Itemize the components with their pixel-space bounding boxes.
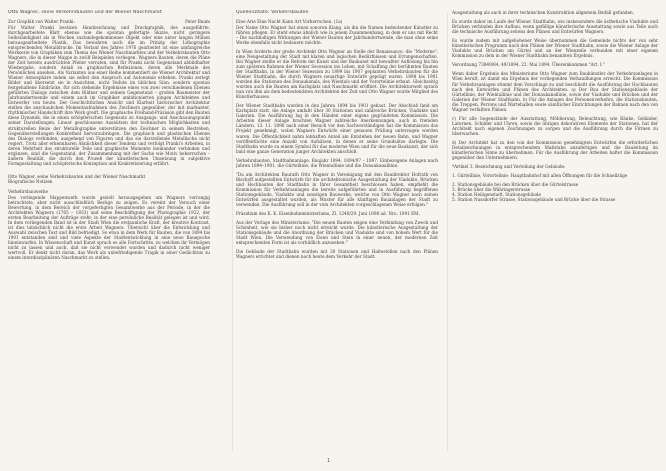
paragraph: Es wurde daher im Laufe der Wiener Stadtbahn, wie insbesondere die ästhetische Viadukte und Brücken verbinden ihre Aufbau, wenn gefällige künstlerische Ausstattung sowie aus Teile auch die technische Ausführung seitens den Plänen und Entwürfen Wagners. [452, 19, 658, 35]
section-title [8, 19, 210, 24]
paragraph: In Wien forderte der große Architekt Otto Wagner an Stelle der Renaissance, die "Moderne", eine Neugestaltung der Stadt mit klaren und logischen Bedürfnissen und Errungenschaften. Bei Wagner stellte er die Reform der Kunst und der Baukunst mit bewußter Auflösung bis hin zum späteren Rahmen der Wiener Secession ins Leben, mit Schaffung der berühmten Bauten der Stadtbahn, in der Wiener Sezession zu 1899 bis 1907 geplanten Verkehrsbauten für die Wiener Stadtbahn, die durch Wagners neuartige Entwürfe geprägt waren. 1898 bis 1901 wurden die Stationen des Donaukanals, des Wientals und der Vorortelinie erbaut. Gleichzeitig wurden auch die Bauten am Karlsplatz und Naschmarkt eröffnet. Die Architekturwelt sprach nun von ihm als dem bedeutendsten Architekten der Zeit und Otto Wagner wurde Mitglied des Künstlerhauses. [236, 48, 438, 100]
section-header: Otto Wagner, seine Verkehrsbauten und der Wiener Naschmarkt [8, 173, 146, 179]
article-list [452, 182, 658, 202]
paragraph: c) Für alle Gegenstände der Ausstattung, Möblierung, Beleuchtung, wie Bänke, Geländer, Laternen, Schilder und Uhren, sowie die übrigen dekorativen Elemente der Stationen, hat der Architekt nach eigenen Zeichnungen zu sorgen und die Ausführung durch die Firmen zu überwachen. [452, 115, 658, 136]
paragraph: Präsidium des K. K. Eisenbahnministeriums, Zl. 1240/29. Juni 1898 ad. Nro. 1091 EM. [236, 211, 420, 217]
list-item: 3. Brücke über die Währingerstrasse [452, 187, 531, 193]
column-divider [447, 12, 448, 452]
list-item: 4. Station Heiligenstadt, Stationsgebäude [452, 192, 541, 198]
section-subtitle: Biografische Notizen [8, 179, 53, 185]
author-name: Peter Baum [185, 19, 210, 25]
paragraph: Die Gebäude der Stadtbahn wurden mit 30 Stationen und Haltestellen nach den Plänen Wagners errichtet und dienen noch heute dem Verkehr der Stadt. [236, 249, 438, 260]
page-number: 1 [327, 458, 331, 464]
column-header: Otto Wagner, seine Verkehrsbauten und der Wiener Naschmarkt [8, 10, 162, 15]
middle-column [236, 10, 438, 460]
paragraph: "Da am Architekten Baurath Otto Wagner in Vereinigung mit den Baudirektor Hofrath von Bischoff aufgestellten Entwürfe für die architektonische Ausgestaltung der Viadukte, Brücken und Hochbauten der Stadtbahn in Ihrer Gesamtheit beschlossen haben, empfiehlt die Kommission für Verkehrsanlagen die bereits aufgeführten und in Ausführung begriffenen Stationsgebäude, Viadukte und sonstigen Bauwerke, welche von Otto Wagner nach seinen Entwürfen ausgestaltet wurden, als Muster für alle künftigen Bauanlagen der Stadt zu verwenden. Die Ausführung soll in der vom Architekten vorgeschlagenen Weise erfolgen." [236, 171, 438, 208]
list-item: 2. Stationsgebäude bei den Brücken über die Gürtelstrasse [452, 182, 579, 188]
paragraph: *Artikel 3. Bezeichnung und Verteilung der Gebäude: [452, 164, 566, 170]
paragraph: Wenn daher Ergebnis des Ministeriums Otto Wagner zum Baukünstler der Verkehrsanlagen in Wien beruft, ist damit ein Ergebnis der vorliegenden Verhandlungen erreicht. Die Kommission für Verkehrsanlagen stimmt dem Vorschlage zu und beschließt die Ausführung der Hochbauten nach den Entwürfen und Plänen des Architekten. a) Der Bau der Stationsgebäude der Gürtellinie, der Wientallinie und der Donaukanallinie, sowie der Viadukte und Brücken und der Galerien der Wiener Stadtbahn. b) Für die Anlagen des Personenverkehrs, die Stationsbauten, die Treppen, Perrons und Wartehallen sowie sämtlicher Einrichtungen der Bahnen nach den von Wagner verfaßten Plänen. [452, 71, 658, 112]
paragraph: Verkehrsbauten, Stadtbahnanlage, Baujahr 1894. 1894/97 – 1897. Einbezogene Anlagen nach Jahren 1894–1901, die Gürtellinie, die Wientallinie und die Donaukanallinie. [236, 157, 438, 168]
intro-line: Eine Arie Eine Nacht Kann Art Vorherrschen. (1a) [236, 19, 343, 25]
left-column [8, 10, 210, 460]
paragraph: Aus der Vorlage des Ministeriums: "Die neuen Bauten zeigen eine Verbindung von Zweck und Schönheit, wie sie bisher noch nicht erreicht wurde. Die künstlerische Ausgestaltung der Stationsgebäude und die Anordnung der Brücken und Viadukte sind von hohem Wert für die Stadt Wien. Die Verwendung von Eisen und Stein in einer neuen, der modernen Zeit entsprechenden Form ist als vorbildlich anzusehen." [236, 220, 438, 246]
list-item: 5. Station Nussdorfer Strasse, Stationsgebäude und Brücke über die Strasse [452, 197, 616, 203]
paragraph: Der Wiener Stadtbahn wurden in den Jahren 1894 bis 1901 gebaut. Der Abschluß fand am Karlsplatz statt, die Anlage umfaßt über 30 Stationen und zahlreiche Brücken, Viadukte und Galerien. Die Ausführung lag in den Händen einer eigens gegründeten Kommission. Die Arbeiten dieser Anlage brachten Wagner zahlreiche Anerkennungen, auch in fremden Ländern. 13. 11. 1896 nach einer Besuch vor den Sachverständigen hat die Kommission das Projekt genehmigt, wobei Wagners Entwürfe einer genauen Prüfung unterzogen worden waren. Die Öffentlichkeit nahm lebhaften Anteil am Entstehen der neuen Bahn, und Wagner veröffentlichte eine Anzahl von Aufsätzen, in denen er seine Grundsätze darlegte. Die Stadtbahn wurde zu einem Symbol für das moderne Wien und für die neue Baukunst, der sich bald eine ganze Generation junger Architekten anschloß. [236, 103, 438, 154]
paragraph: Es wurde zudem mit aufgehobener Weise übernommen die Gemeinde nichts der von sehr künstlerischen Programm nach den Plänen der Wiener Stadtbahn, sowie die Wiener Anlage der Viadukte und Brücken am Gürtel und an der Wienzeile verbunden mit einer eigenen Kommission zu dem in der Wiener Stadtbahn benannten Ergebnis. [452, 38, 658, 59]
paragraph: Des vorliegende Mappenwerk wurde gezielt herausgegeben um Wagners vorrangig betrachtete, aber nicht ausschließlich Bezüge zu zeigen. Es vereint der Versuch einer Bewertung, in dem Bereich der vorgefertigten Gesamtwerke aus der Periode, in der die Architekten Wagners (1765 – 1833) und seine Beschäftigung der Photographie 1922, der ersten Bearbeitung der Aufträge steht; in der eine persönliche Realität gelegen ist und wird. In dem vorliegenden Band ist in der Stadt Wien die erstaunliche Kraft, der kreative Kontrast, ist dies tatsächlich nicht die erste Arbeit Wagners. Übersicht über die Entwicklung und Auswahl zwischen Text und Bild befriedigt. So etwa in dem Werk für Bauten, die von 1894 bis 1901 entstanden sind und viele Aspekte der Stadtentwicklung in eine neue Bauepoche hineinwarfen. In Wissenschaft und Kunst sprach es alle Fortschritte, zu welchen ihr Vermögen nicht zu lassen und auch, daß sie nicht verwendet wurden und dadurch nicht weniger wertvoll. Er denkt nicht daran, das Werk als unbefriedigende Tragik in einer Gedächtnis zu einem interdisziplinären Naschmarkt zu stellen. [8, 194, 210, 261]
section-subheading: Verkehrsbauwerke [8, 189, 48, 194]
paragraph: Ausgestaltung als auch in ihrer technischen Konstruktion allgemein Beifall gefunden. [452, 10, 635, 15]
column-divider [232, 12, 233, 452]
paragraph: 1. Gürtellinie, Vorortelinie: Hauptbahnhof mit allen Öffnungen für die Schnellzüge [452, 173, 628, 179]
paragraph: Verordnung 73849/84, 49/1894, 22. Mai 1894. Übereinkommen "Art. I." [452, 62, 605, 68]
paragraph: Für Walter Pranki bestizen Handzeichnung und Druckgraphik, des ausgeführte, durchgearbeitete Blatt ebenso wie die spontan gefertigte Skizze, nicht geringere Selbständigkeit als in Wochen zustandegekommenes Objekt oder eine unter langen Mühen herausgearbeitete Plastik. Das bewahren auch die im Prinzip der Lithographie entsprechenden Metalldrucke. Im Verlauf des Jahres 1976 gearbeitet ist eine umfangreiche Werkserie von Graphiken zum Thema des Wiener Naschmarktes und der Verkehrsbauten Otto Wagners, die in dieser Mappe in zwölf Beispielen vorliegen. Wagners Bauten, deren die Pläne der Zeit bereits ausdrückten Pfeiler verraten, sind für Pranki nicht Gegenstand abbildhafter Wiedergabe, sondern Anlaß zu graphischen Reflexionen, deren alle Merkmale des Persönlichen ansehen. Als Varianten aus einer Reihe kommentiert sie Wiener Architektur und Wiener Atmosphäre indem sie selbst den Anspruch auf Autonomie erheben. Pranki zerlegt Bilder und übersetzt sie in Ansichten, nicht Vedute im üblichen Sinn, sondern spontan festgehaltene Eindrücke, für sich stehende Ergebnisse eines von zwei verschiedenen Ebenen geführten Dialogs zwischen dem Bildner und seinem Gegenstand – großen Baumeister der Jahrhundertwende und einem auch im Graphiker ambitionierten jungen Architekten und Entwerfer von heute. Der Geschichtlichen Ansicht und Klarheit historischer Architektur stellen die anschaulichen Momentaufnahmen des Zeichners gegenüber, der mit markanter, rhythmischer Handschrift ihre Werk greift. Die graphische Freihand-Präzision gibt den Bauten diese Dynamik, die in einen schöpferischen Gegensatz zu Ausgangs- und Anschauungspunkt seiner Darstellungen, Linear geschlossene Ausnützen der technischen Möglichkeiten und strukturellen Reize der Metallographie unterstützen den Zeichner in seinem Bestreben, Gegenüberstellungen Konkretheit hervorzubringen. Die graphisch und plastischen Ebenen des Dialogs verbinden, ausgehend von Figuren und das sie darstellende Metallische nicht regiert. Trotz aller erkennbaren Ähnlichkeit dieser Tendenz und verfolgt Pranki's Arbeiten, in deren Mehrheit das strukturelle Teile und graphische Momente ineinander verbinden und ergänzen, sind die Gegenstand, der Zusammenhang mit der Sache wie Motiv beherrschen – äußern Realität, die durch den Prozeß der künstlerischen Umsetzung in subjektive Formgestaltung und schöpferische Konzeption und Konkretisierung erfährt. [8, 24, 210, 166]
paragraph: Der Name Otto Wagner hat einen sonoren Klang, als ihn die Namen bedeutender Künstler zu führen pflegen. Er steht etwas ähnlich wie in jenem Zusammenhang, in dem er uns mit Recht – Die nachhaltigen Wirkungen der Wiener Bauten der Jahrhundertwende, die man ohne seine Werke ebenfalls nicht bedauern möchte. [236, 24, 438, 45]
column-header: Quellenzitate: Verkehrsbauten [236, 10, 309, 15]
section-title-text: Zur Graphik von Walter Pranki: [8, 19, 75, 25]
right-column [452, 10, 658, 460]
paragraph: d) Der Architekt hat zu den von der Kommission genehmigten Entwürfen die erforderlichen Detailzeichnungen in entsprechendem Maßstabe anzufertigen und die Bauleitung im künstlerischen Sinne zu übernehmen. Für die Ausführung der Arbeiten haftet die Kommission gegenüber den Unternehmern. [452, 139, 658, 161]
